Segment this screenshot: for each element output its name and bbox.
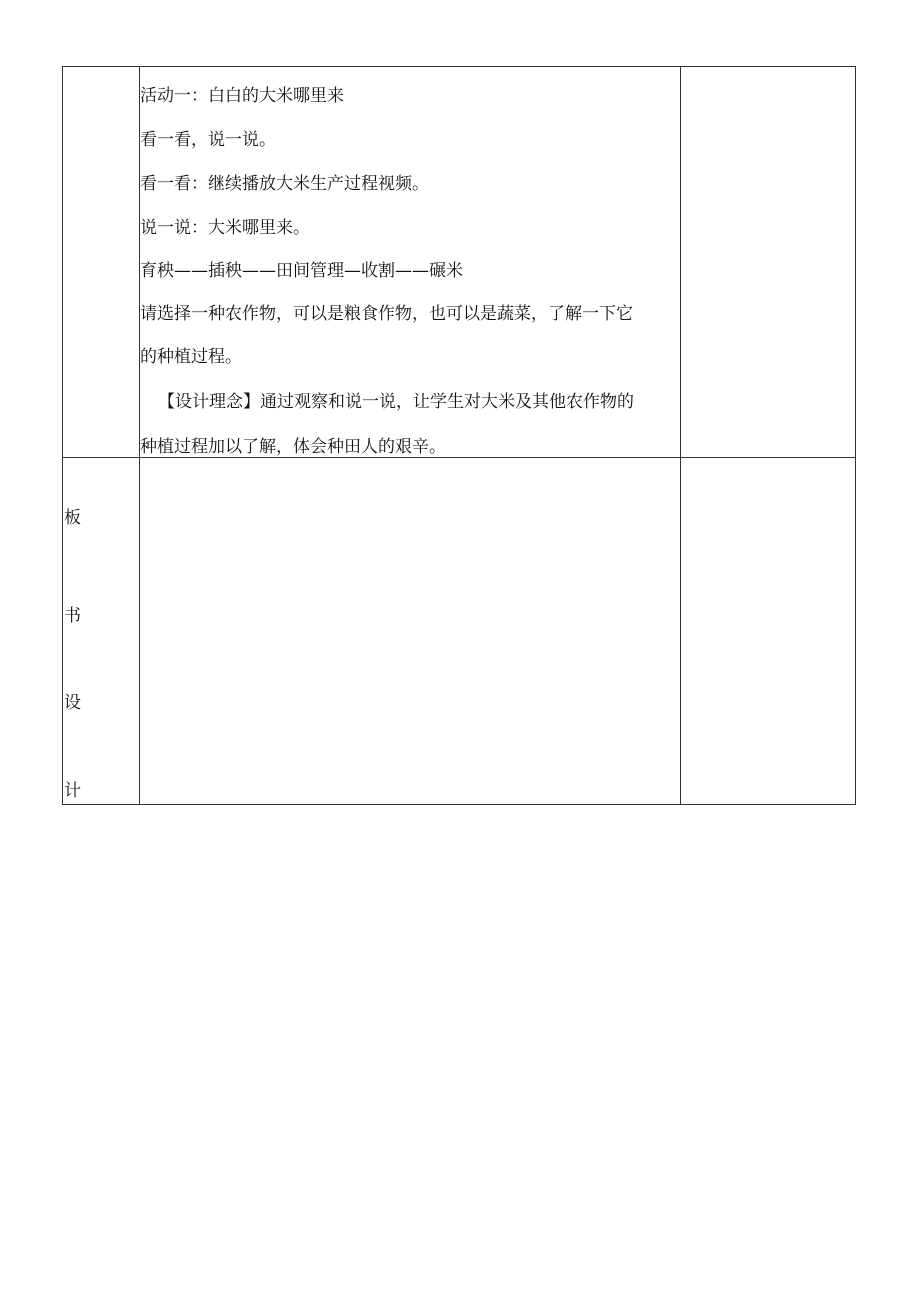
board-design-label-char: 板 <box>64 508 81 528</box>
board-design-label-char: 书 <box>64 606 81 626</box>
table-border-left <box>62 66 63 805</box>
activity-text-line: 请选择一种农作物，可以是粮食作物，也可以是蔬菜，了解一下它 <box>140 304 633 324</box>
design-concept-line: 种植过程加以了解，体会种田人的艰辛。 <box>140 437 446 457</box>
board-design-label-char: 计 <box>64 781 81 801</box>
activity-text-line: 的种植过程。 <box>140 347 242 367</box>
table-border-bottom <box>62 804 856 805</box>
activity-text-line: 说一说：大米哪里来。 <box>140 218 310 238</box>
activity-title: 活动一：白白的大米哪里来 <box>140 86 344 106</box>
activity-text-line: 看一看，说一说。 <box>140 130 276 150</box>
board-design-label-char: 设 <box>64 693 81 713</box>
design-concept-line: 【设计理念】通过观察和说一说，让学生对大米及其他农作物的 <box>158 392 634 412</box>
table-border-top <box>62 66 856 67</box>
activity-text-line: 看一看：继续播放大米生产过程视频。 <box>140 174 429 194</box>
table-border-right <box>855 66 856 805</box>
process-chain: 育秧——插秧——田间管理—收割——碾米 <box>140 261 463 281</box>
table-col-divider-2 <box>680 66 681 805</box>
